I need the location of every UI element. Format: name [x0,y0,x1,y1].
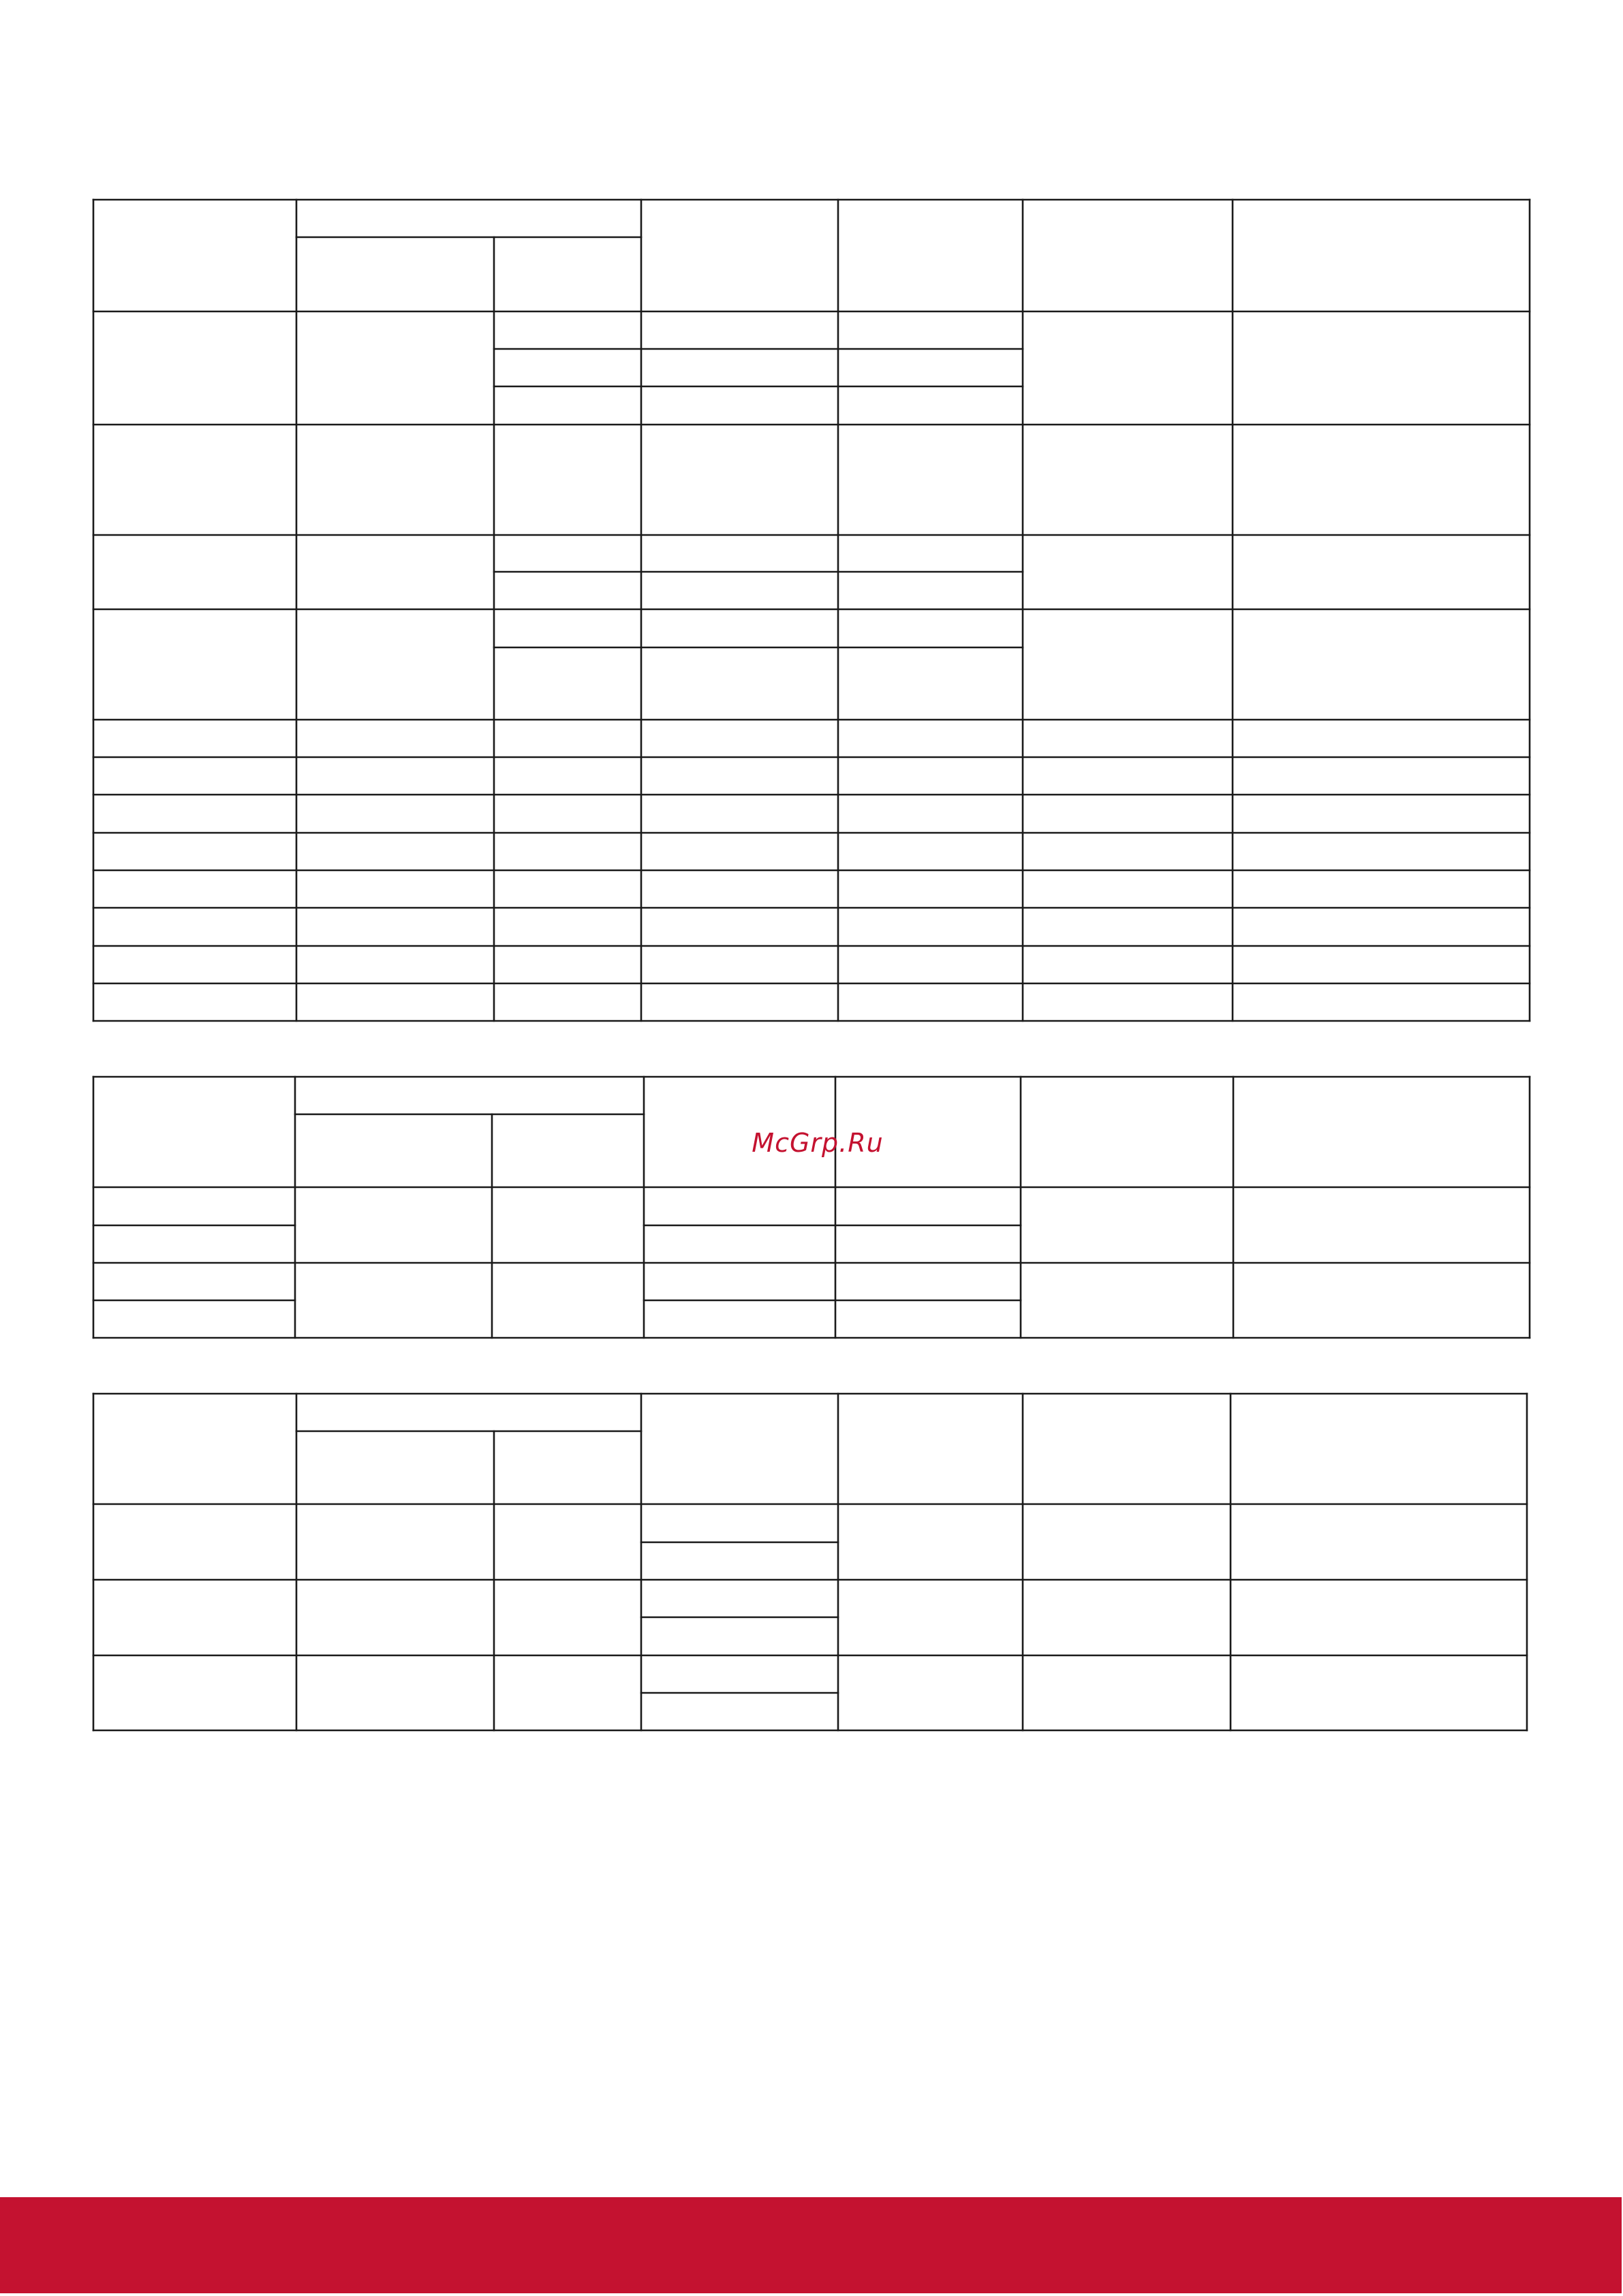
watermark-text: McGrp.Ru [752,1128,884,1158]
footer-bar [0,2197,1622,2293]
table-1 [93,200,1530,1021]
table-3 [93,1394,1527,1730]
table-2 [93,1077,1530,1338]
